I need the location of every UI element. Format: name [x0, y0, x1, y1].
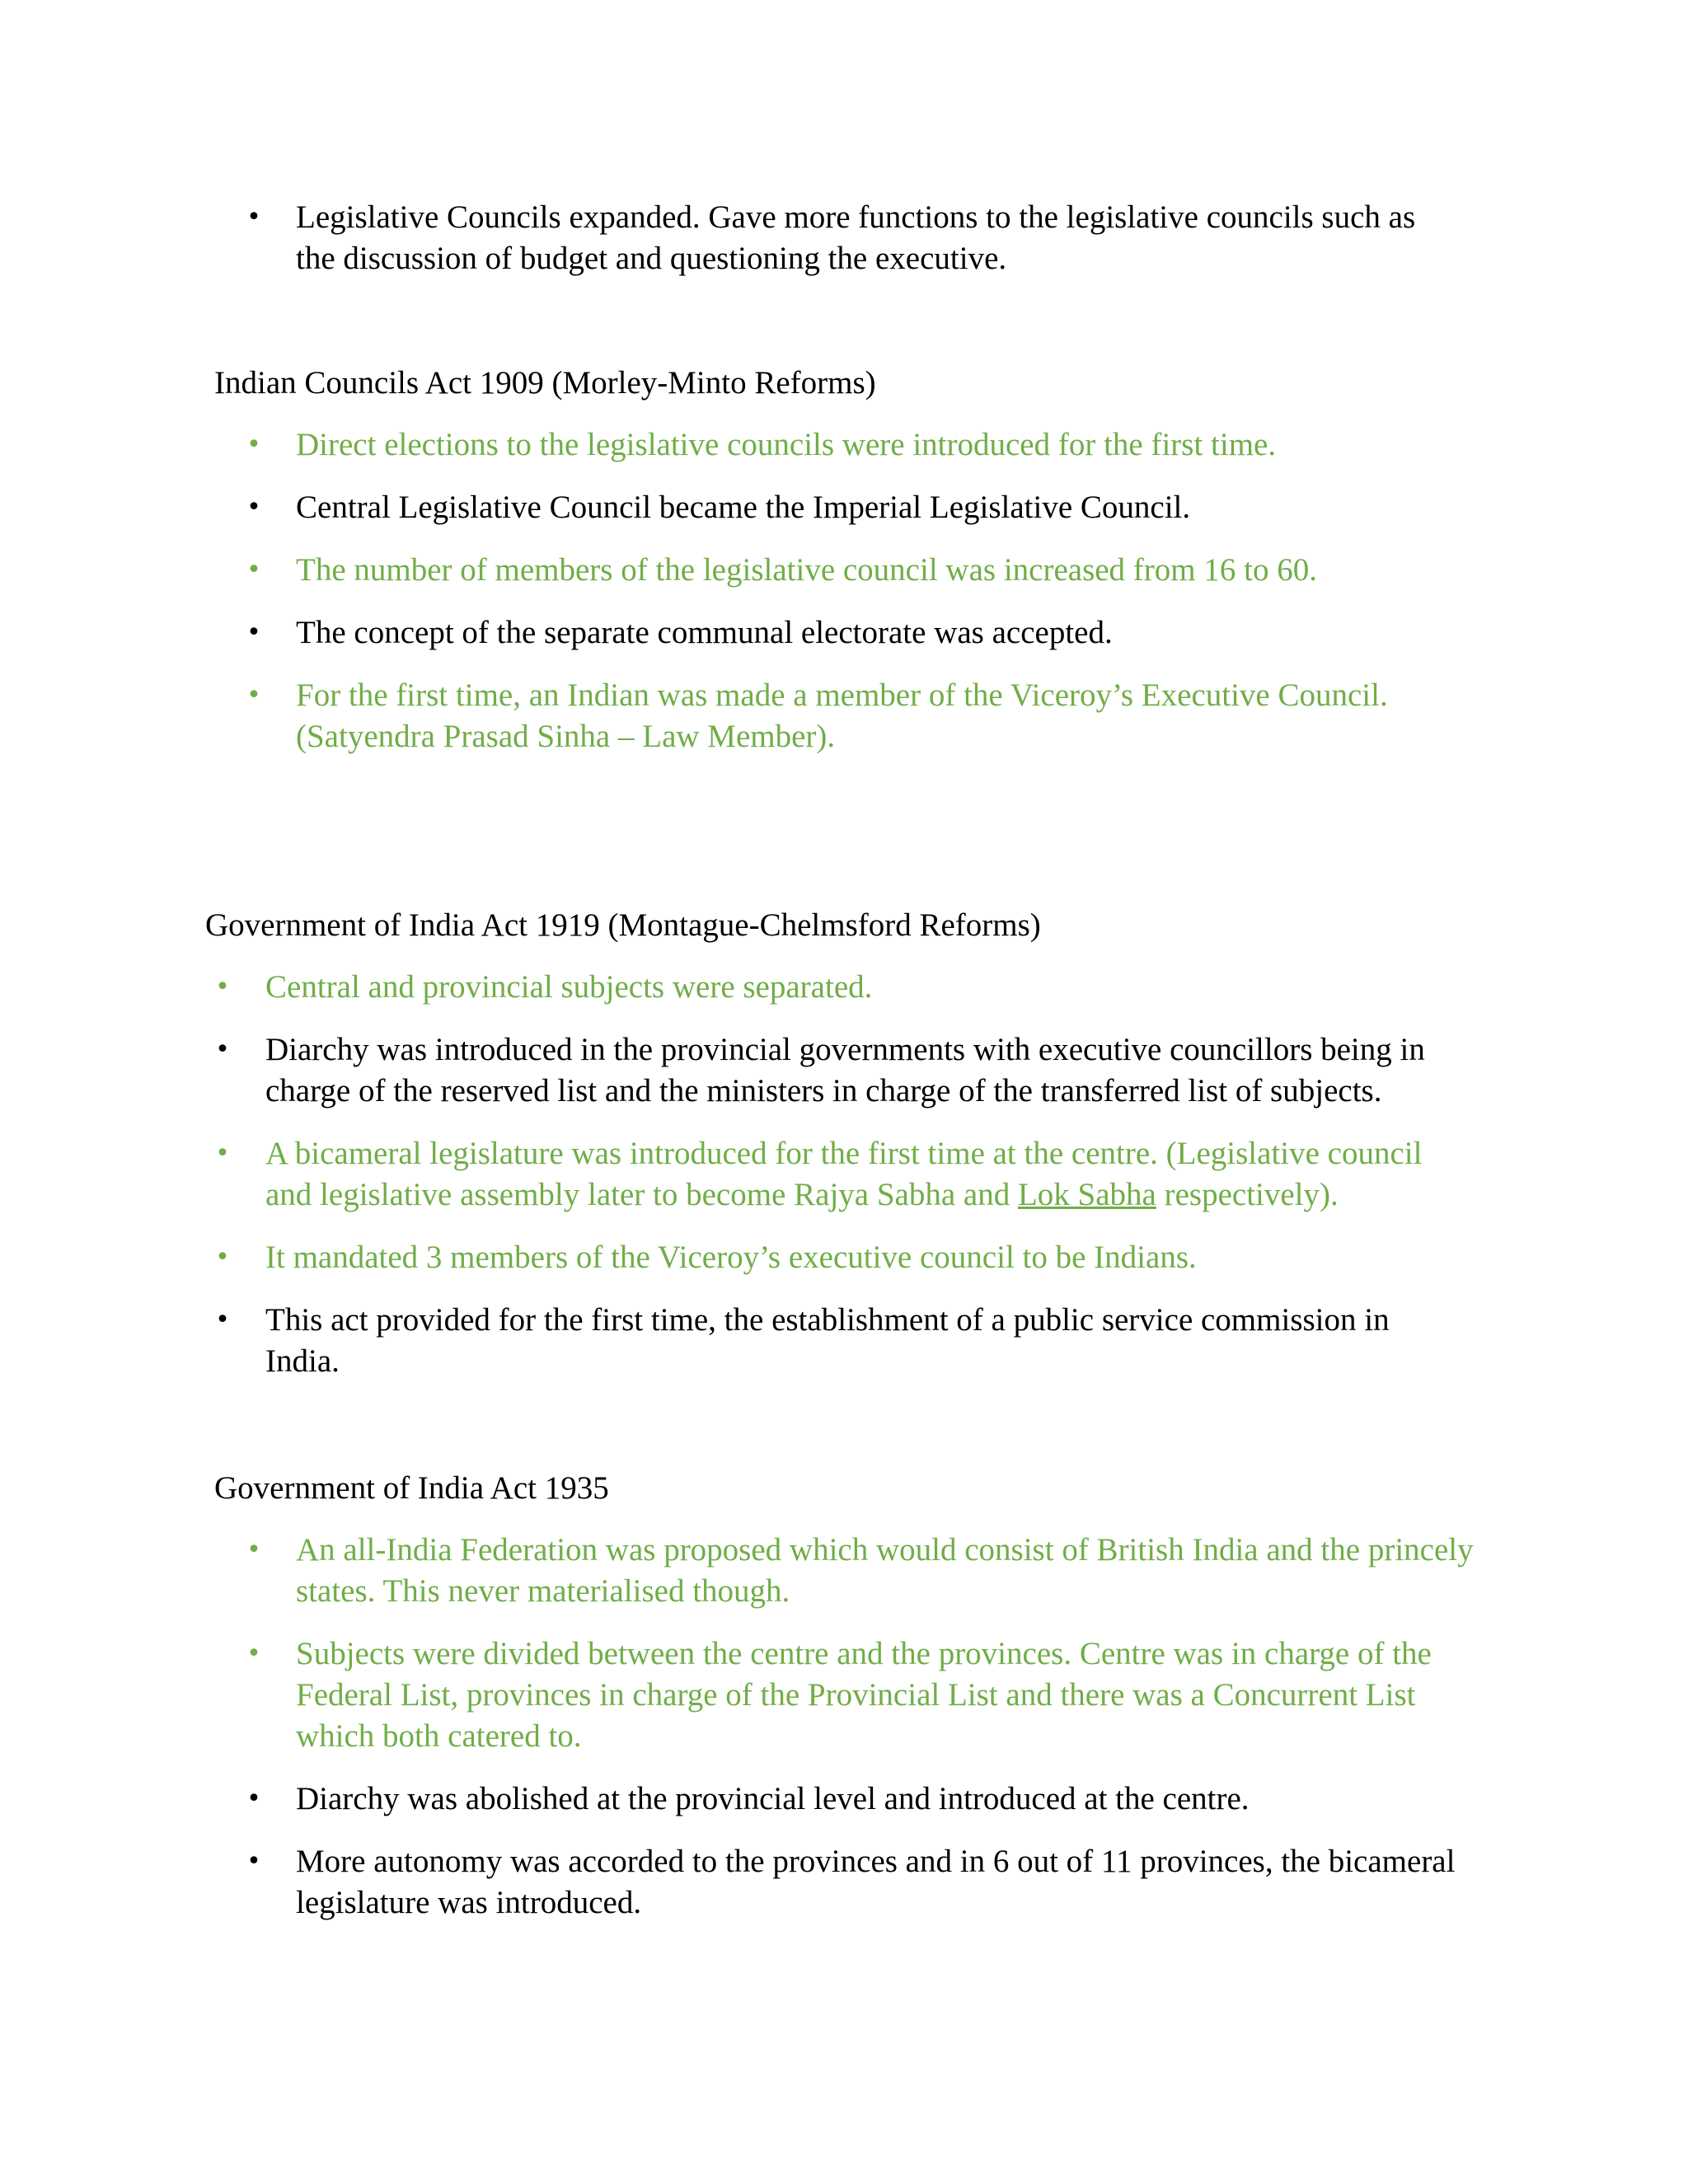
list-item: [0, 1133, 1469, 1216]
lok-sabha-link[interactable]: Lok Sabha: [1017, 1177, 1156, 1212]
list-item: [0, 967, 1469, 1008]
list-item: [0, 675, 1475, 757]
list-item-text: The number of members of the legislative council was increased from 16 to 60.: [296, 552, 1317, 588]
list-item-text: Diarchy was introduced in the provincial governments with executive councillors being in charge of the reserved list and the ministers in charge of the transferred list of subjects.: [265, 1032, 1425, 1108]
list-item-text: For the first time, an Indian was made a member of the Viceroy’s Executive Council. (Satyendra Prasad Sinha – Law Member).: [296, 677, 1388, 754]
list-item: [0, 197, 1458, 279]
bullet-list-1919: [0, 967, 1469, 1404]
list-item-text: Legislative Councils expanded. Gave more functions to the legislative councils such as the discussion of budget and questioning the executive.: [296, 199, 1416, 276]
list-item: [0, 1530, 1475, 1612]
list-item-text: Central and provincial subjects were separated.: [265, 969, 873, 1005]
list-item-text: [265, 1136, 1422, 1212]
list-item: [0, 487, 1475, 528]
list-item: [0, 1237, 1469, 1278]
list-item-text: Direct elections to the legislative councils were introduced for the first time.: [296, 427, 1277, 462]
bullet-icon: •: [246, 1639, 261, 1668]
list-item: [0, 1300, 1469, 1382]
list-item-text: This act provided for the first time, the establishment of a public service commission in India.: [265, 1302, 1390, 1379]
bullet-icon: •: [246, 555, 261, 584]
section-heading-1909: Indian Councils Act 1909 (Morley-Minto Reforms): [214, 365, 876, 401]
list-item-text: More autonomy was accorded to the provinces and in 6 out of 11 provinces, the bicameral legislature was introduced.: [296, 1844, 1456, 1920]
list-item: [0, 424, 1475, 466]
bullet-icon: •: [246, 1535, 261, 1564]
list-item: [0, 1029, 1469, 1112]
section-heading-1919: Government of India Act 1919 (Montague-Chelmsford Reforms): [205, 907, 1041, 943]
bullet-list-continued: [0, 197, 1458, 279]
list-item-text: It mandated 3 members of the Viceroy’s executive council to be Indians.: [265, 1240, 1197, 1275]
bullet-icon: •: [215, 1243, 230, 1272]
section-heading-1935: Government of India Act 1935: [214, 1470, 609, 1506]
bullet-list-1935: [0, 1530, 1475, 1945]
list-item: [0, 612, 1475, 654]
list-item-text-before: A bicameral legislature was introduced for the first time at the centre. (Legislative council and legislative assembly later to become Rajya Sabha and: [265, 1136, 1423, 1212]
list-item-text-after: respectively).: [1156, 1177, 1339, 1212]
bullet-icon: •: [246, 203, 261, 232]
list-item: [0, 1841, 1475, 1924]
bullet-icon: •: [215, 972, 230, 1001]
list-item: [0, 1779, 1475, 1820]
bullet-icon: •: [246, 493, 261, 522]
bullet-icon: •: [246, 681, 261, 710]
list-item-text: The concept of the separate communal electorate was accepted.: [296, 615, 1113, 650]
bullet-list-1909: [0, 424, 1475, 779]
bullet-icon: •: [246, 1784, 261, 1813]
bullet-icon: •: [215, 1035, 230, 1064]
list-item: [0, 550, 1475, 591]
bullet-icon: •: [246, 1847, 261, 1876]
list-item: [0, 1633, 1475, 1757]
list-item-text: Diarchy was abolished at the provincial level and introduced at the centre.: [296, 1781, 1250, 1816]
list-item-text: Central Legislative Council became the Imperial Legislative Council.: [296, 490, 1191, 525]
bullet-icon: •: [246, 618, 261, 647]
bullet-icon: •: [246, 430, 261, 459]
bullet-icon: •: [215, 1139, 230, 1168]
bullet-icon: •: [215, 1305, 230, 1334]
list-item-text: An all-India Federation was proposed which would consist of British India and the princely states. This never materialised though.: [296, 1532, 1474, 1609]
list-item-text: Subjects were divided between the centre and the provinces. Centre was in charge of the Federal List, provinces in charge of the Provincial List and there was a Concurrent List which both catered to.: [296, 1636, 1432, 1754]
